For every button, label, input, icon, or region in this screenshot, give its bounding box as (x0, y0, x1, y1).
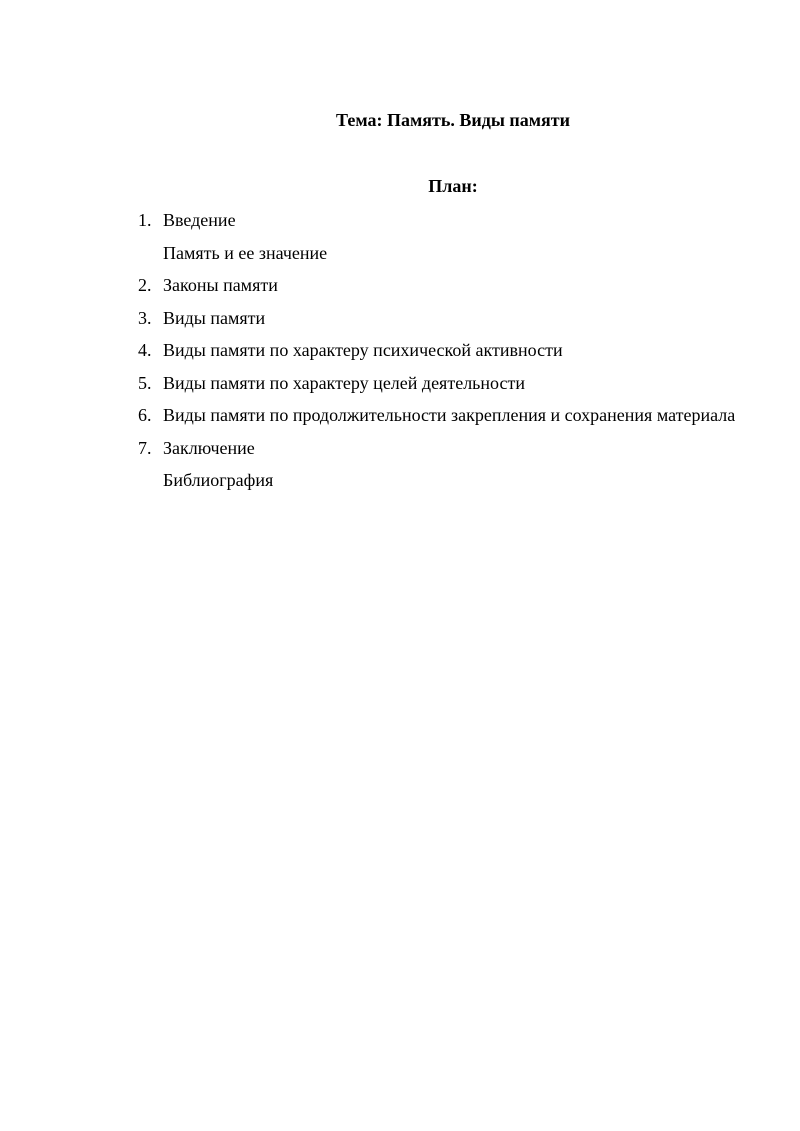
list-item-text: Виды памяти по характеру психической активности (163, 340, 563, 360)
list-item-text: Законы памяти (163, 275, 278, 295)
list-item-number: 5. (138, 372, 152, 393)
plan-list (138, 204, 742, 497)
list-item (138, 269, 742, 302)
list-item (138, 464, 742, 497)
list-item-number: 3. (138, 307, 152, 328)
list-item-text: Память и ее значение (163, 242, 328, 263)
page-title: Тема: Память. Виды памяти (336, 110, 570, 130)
list-item (138, 399, 742, 432)
list-item-text: Виды памяти (163, 307, 266, 328)
list-item-text: Библиография (163, 470, 274, 490)
list-item (138, 302, 742, 335)
list-item-text: Введение (163, 210, 236, 230)
list-item-text: Заключение (163, 437, 255, 458)
list-item-number: 4. (138, 340, 152, 360)
list-item-number: 7. (138, 437, 152, 458)
plan-heading: План: (428, 176, 478, 196)
list-item-number: 1. (138, 210, 152, 230)
list-item-number: 6. (138, 405, 152, 425)
list-item-text: Виды памяти по характеру целей деятельности (163, 372, 525, 393)
list-item-text: Виды памяти по продолжительности закрепления и сохранения материала (163, 405, 736, 425)
list-item (138, 367, 742, 400)
list-item-number: 2. (138, 275, 152, 295)
list-item (138, 334, 742, 367)
list-item (138, 204, 742, 237)
list-item (138, 237, 742, 270)
list-item (138, 432, 742, 465)
